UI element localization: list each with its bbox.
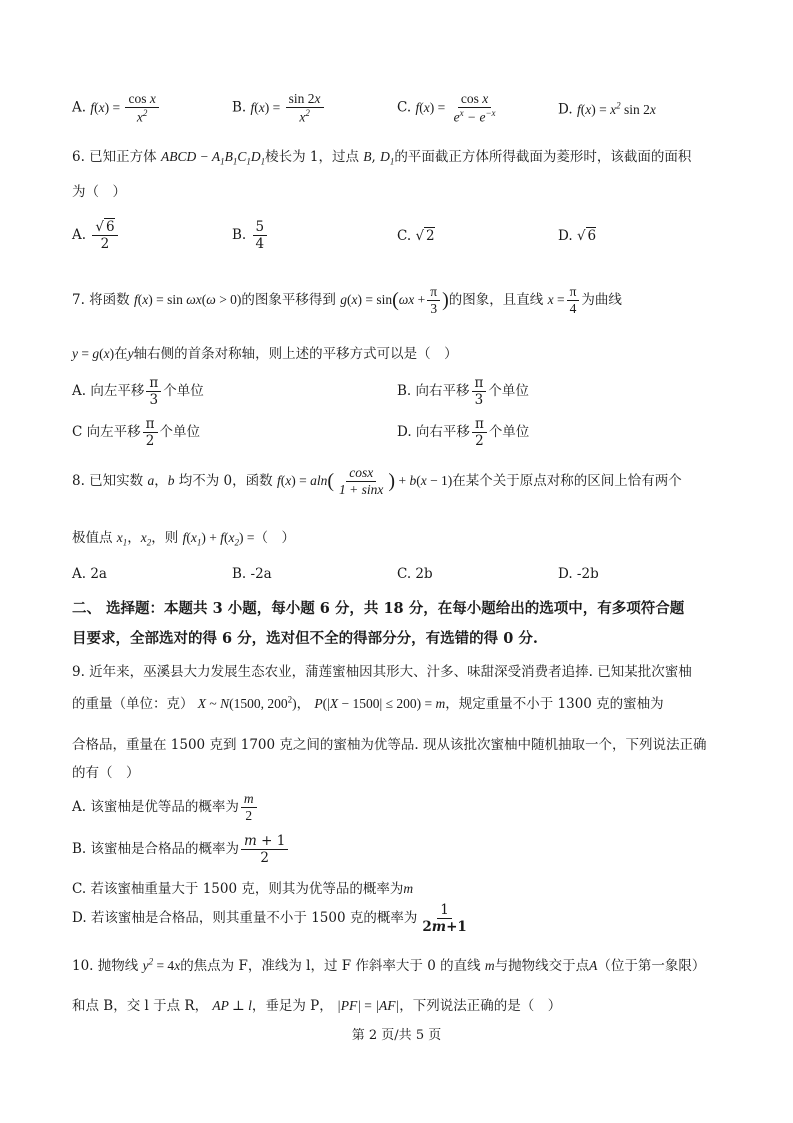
q6-option-d: D. √ 6 <box>558 228 597 244</box>
q9-option-d: D. 若该蜜柚是合格品，则其重量不小于 1500 克的概率为 $\frac{1}{2m+1}$ <box>72 902 467 936</box>
q8-stem: 8. 已知实数 a，b 均不为 0，函数 f(x) = aln( $\frac{\cos x}{1 + \sin x}$ ) + b(x − 1)在某个关于原点对称的区间上恰有两个 <box>72 465 682 498</box>
q5-option-c <box>397 92 501 125</box>
option-letter: B. <box>232 99 247 116</box>
q7-option-c: C 向左平移 $\frac{\pi}{2}$ 个单位 <box>72 416 200 450</box>
formula: f(x) = $\frac{\text{cos x}}{e^x - e^{-x}}$ <box>415 91 496 125</box>
q8-option-a: A. 2a <box>72 566 107 582</box>
option-letter: C. <box>397 99 412 116</box>
q6-option-a: A. $\frac{√ 6}{2}$ <box>72 220 120 251</box>
q6-stem-cont: 为（ ） <box>72 184 126 200</box>
page-footer: 第 2 页/共 5 页 <box>351 1028 442 1043</box>
q5-option-b <box>232 92 326 125</box>
q6-stem: 6. 已知正方体 ABCD − $A_1B_1C_1D_1$棱长为 1，过点 B, $D_1$的平面截正方体所得截面为菱形时，该截面的面积 <box>72 149 692 167</box>
q7-option-d: D. 向右平移 $\frac{\pi}{2}$ 个单位 <box>397 416 530 450</box>
section-2-heading: 二、 选择题：本题共 3 小题，每小题 6 分，共 18 分，在每小题给出的选项中，有多项符合题 <box>72 600 685 617</box>
formula: f(x) = $\frac{\sin 2x}{x^2}$ <box>251 100 326 115</box>
q7-stem: 7. 将函数 f(x) = sin ωx(ω > 0)的图象平移得到 g(x) = sin(ωx + $\frac{\pi}{3}$ )的图象，且直线 x = $\frac{\pi}{4}$ 为曲线 <box>72 284 622 317</box>
q5-option-d <box>558 100 656 118</box>
q10-stem-cont: 和点 B，交 l 于点 R， AP ⊥ l，垂足为 P， |PF| = |AF|，下列说法正确的是（ ） <box>72 998 562 1014</box>
q7-option-a: A. 向左平移 $\frac{\pi}{3}$ 个单位 <box>72 375 204 409</box>
q9-option-a: A. 该蜜柚是优等品的概率为 $\frac{m}{2}$ <box>72 792 259 823</box>
q6-option-c: C. √ 2 <box>397 228 435 244</box>
q5-option-a <box>72 92 161 125</box>
q6-option-b: B. $\frac{5}{4}$ <box>232 220 269 251</box>
q8-stem-cont: 极值点 $x_1$，$x_2$，则 $f(x_1) + f(x_2)$ =（ ） <box>72 530 295 548</box>
q9-option-b: B. 该蜜柚是合格品的概率为 $\frac{m + 1}{2}$ <box>72 834 290 865</box>
q9-stem-line2: 的重量（单位：克） X ~ N(1500, $200^2$)， P(|X − 1500| ≤ 200) = m，规定重量不小于 1300 克的蜜柚为 <box>72 694 664 712</box>
option-letter: D. <box>558 101 573 118</box>
q9-stem-line1: 9. 近年来，巫溪县大力发展生态农业，蒲莲蜜柚因其形大、汁多、味甜深受消费者追捧. 已知某批次蜜柚 <box>72 664 692 680</box>
q9-stem-line3: 合格品，重量在 1500 克到 1700 克之间的蜜柚为优等品. 现从该批次蜜柚中随机抽取一个，下列说法正确 <box>72 737 707 753</box>
q8-option-b: B. -2a <box>232 566 272 582</box>
option-letter: A. <box>72 99 87 116</box>
q8-option-d: D. -2b <box>558 566 599 582</box>
section-2-heading-cont: 目要求，全部选对的得 6 分，选对但不全的得部分分，有选错的得 0 分. <box>72 630 538 647</box>
q7-option-b: B. 向右平移 $\frac{\pi}{3}$ 个单位 <box>397 375 529 409</box>
formula: $f(x) = x^2$ sin 2x <box>576 100 656 117</box>
q7-stem-cont: y = g(x)在y轴右侧的首条对称轴，则上述的平移方式可以是（ ） <box>72 346 458 362</box>
q8-option-c: C. 2b <box>397 566 433 582</box>
q10-stem: 10. 抛物线 $y^2 = 4x$的焦点为 F，准线为 l，过 F 作斜率大于 0 的直线 m与抛物线交于点A（位于第一象限） <box>72 956 706 974</box>
q9-option-c: C. 若该蜜柚重量大于 1500 克，则其为优等品的概率为m <box>72 881 414 897</box>
cube-name: ABCD − $A_1B_1C_1D_1$ <box>160 149 266 167</box>
formula: f(x) = $\frac{\text{cos x}}{x^2}$ <box>90 100 161 115</box>
q9-stem-line4: 的有（ ） <box>72 765 140 781</box>
